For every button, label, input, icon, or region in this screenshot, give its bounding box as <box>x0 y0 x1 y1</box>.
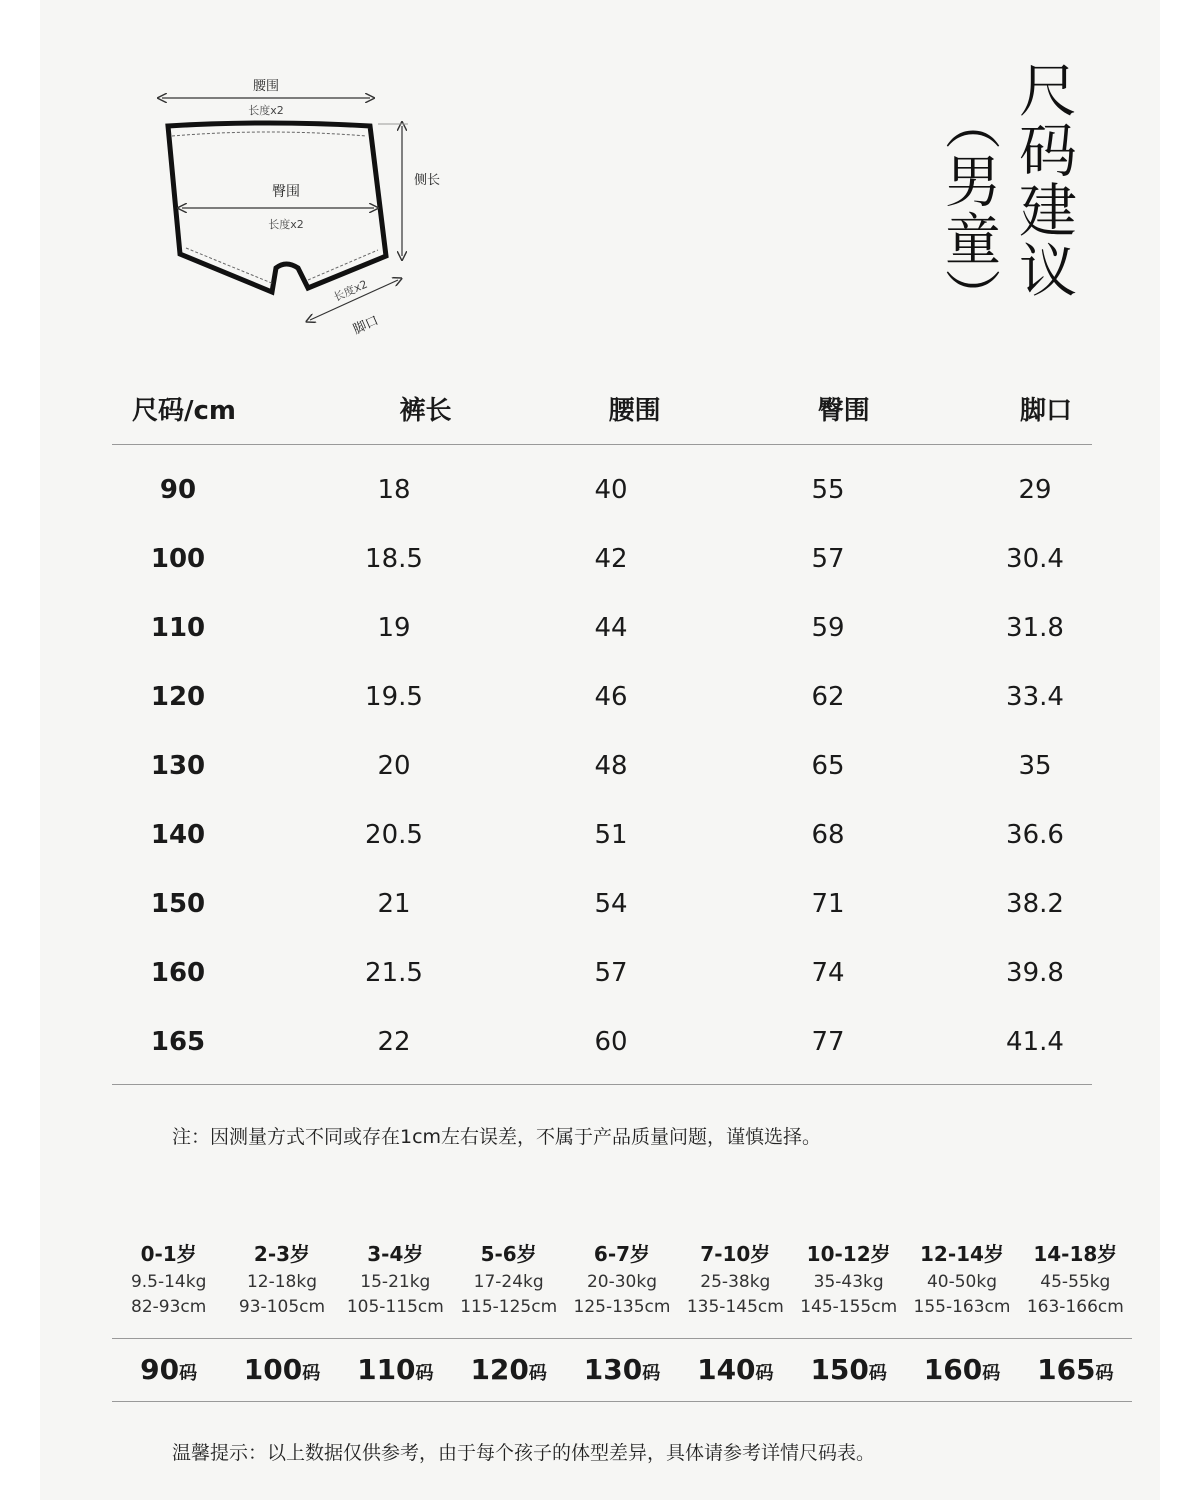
size-code-number: 130 <box>583 1353 643 1386</box>
size-code-number: 110 <box>357 1353 416 1386</box>
leg-cell: 30.4 <box>1006 543 1064 574</box>
age-weight: 25-38kg <box>700 1272 771 1292</box>
page-title <box>936 60 1077 326</box>
size-cell: 140 <box>150 819 206 850</box>
shorts-diagram <box>138 70 441 338</box>
waist-cell: 57 <box>594 957 628 988</box>
age-weight: 12-18kg <box>246 1272 318 1292</box>
side-label: 侧长 <box>414 173 441 188</box>
length-cell: 20.5 <box>365 819 423 850</box>
header-length: 裤长 <box>399 395 452 426</box>
size-guide-page <box>40 0 1160 1500</box>
leg-cell: 38.2 <box>1006 888 1064 919</box>
age-height: 163-166cm <box>1026 1297 1124 1317</box>
size-cell: 150 <box>150 888 206 919</box>
title-subtitle: （男童） <box>936 94 1001 326</box>
size-code-number: 90 <box>140 1353 180 1386</box>
table-header <box>112 372 1092 445</box>
size-cell: 160 <box>150 957 206 988</box>
size-code-unit: 码 <box>1095 1363 1114 1384</box>
age-weight: 17-24kg <box>473 1272 544 1292</box>
age-label: 10-12岁 <box>806 1242 891 1266</box>
size-code-number: 100 <box>243 1353 303 1386</box>
waist-cell: 54 <box>594 888 628 919</box>
age-weight-row <box>112 1270 1132 1295</box>
waist-cell: 46 <box>594 681 628 712</box>
size-code-number: 120 <box>470 1353 529 1386</box>
age-height: 105-115cm <box>346 1297 444 1317</box>
size-code-unit: 码 <box>755 1363 774 1384</box>
warm-tip: 温馨提示：以上数据仅供参考，由于每个孩子的体型差异，具体请参考详情尺码表。 <box>172 1442 876 1464</box>
age-label: 14-18岁 <box>1033 1242 1118 1266</box>
age-label: 6-7岁 <box>593 1242 651 1266</box>
age-height: 82-93cm <box>131 1297 207 1317</box>
age-height: 115-125cm <box>460 1297 558 1317</box>
size-code-unit: 码 <box>868 1363 887 1384</box>
table-body <box>112 445 1092 1085</box>
size-code-unit: 码 <box>528 1363 547 1384</box>
waist-cell: 48 <box>594 750 628 781</box>
size-cell: 130 <box>150 750 206 781</box>
size-code <box>905 1339 1018 1405</box>
leg-cell: 29 <box>1018 474 1052 505</box>
size-code-unit: 码 <box>415 1363 434 1384</box>
leg-cell: 41.4 <box>1006 1026 1064 1057</box>
measurement-note: 注：因测量方式不同或存在1cm左右误差，不属于产品质量问题，谨慎选择。 <box>172 1126 822 1148</box>
size-cell: 120 <box>150 681 206 712</box>
age-label: 0-1岁 <box>140 1242 197 1266</box>
table-row <box>112 731 1092 800</box>
hip-note: 长度x2 <box>268 218 304 231</box>
size-table <box>112 372 1092 1085</box>
leg-label: 脚口 <box>351 313 381 338</box>
size-cell: 165 <box>150 1026 206 1057</box>
age-height: 145-155cm <box>800 1297 898 1317</box>
waist-cell: 60 <box>594 1026 628 1057</box>
age-height: 135-145cm <box>686 1297 784 1317</box>
age-label: 12-14岁 <box>920 1242 1004 1266</box>
age-weight: 45-55kg <box>1040 1272 1111 1292</box>
size-code-unit: 码 <box>642 1363 661 1384</box>
leg-cell: 31.8 <box>1006 612 1064 643</box>
hip-cell: 74 <box>811 957 845 988</box>
age-height: 155-163cm <box>913 1297 1011 1317</box>
table-row <box>112 938 1092 1007</box>
header-leg: 脚口 <box>1019 395 1072 426</box>
age-height: 93-105cm <box>238 1297 326 1317</box>
size-code-unit: 码 <box>302 1363 321 1384</box>
size-code-unit: 码 <box>982 1363 1001 1384</box>
hip-label: 臀围 <box>272 184 300 200</box>
hip-cell: 62 <box>811 681 845 712</box>
length-cell: 21.5 <box>365 957 423 988</box>
waist-cell: 40 <box>594 474 628 505</box>
header-hip: 臀围 <box>817 395 870 426</box>
waist-cell: 42 <box>594 543 628 574</box>
size-code <box>565 1339 678 1405</box>
size-code-number: 160 <box>923 1353 983 1386</box>
size-code <box>679 1339 792 1405</box>
size-cell: 110 <box>150 612 206 643</box>
hip-cell: 55 <box>811 474 845 505</box>
size-code-number: 150 <box>810 1353 869 1386</box>
header-waist: 腰围 <box>608 395 661 426</box>
leg-cell: 36.6 <box>1006 819 1064 850</box>
hip-cell: 71 <box>811 888 845 919</box>
hip-cell: 68 <box>811 819 845 850</box>
age-label: 2-3岁 <box>253 1242 311 1266</box>
waist-cell: 51 <box>594 819 628 850</box>
length-cell: 18.5 <box>365 543 423 574</box>
table-row <box>112 524 1092 593</box>
size-code <box>792 1339 905 1405</box>
age-weight: 9.5-14kg <box>130 1272 207 1292</box>
size-code-number: 165 <box>1037 1353 1096 1386</box>
length-cell: 22 <box>377 1026 411 1057</box>
size-code-row <box>112 1339 1132 1401</box>
size-code-unit: 码 <box>179 1363 198 1384</box>
size-code <box>452 1339 565 1405</box>
header-size: 尺码/cm <box>132 395 237 426</box>
age-label: 3-4岁 <box>367 1242 424 1266</box>
waist-cell: 44 <box>594 612 628 643</box>
age-height-row <box>112 1295 1132 1320</box>
size-cell: 100 <box>150 543 206 574</box>
age-weight: 20-30kg <box>586 1272 658 1292</box>
leg-cell: 39.8 <box>1006 957 1064 988</box>
title-main: 尺码建议 <box>1009 60 1077 300</box>
age-label: 7-10岁 <box>700 1242 771 1266</box>
age-weight: 35-43kg <box>813 1272 884 1292</box>
size-code <box>339 1339 452 1405</box>
leg-note: 长度x2 <box>331 277 370 304</box>
length-cell: 18 <box>377 474 411 505</box>
table-row <box>112 869 1092 938</box>
leg-cell: 35 <box>1018 750 1052 781</box>
hip-cell: 77 <box>811 1026 845 1057</box>
age-label-row <box>112 1238 1132 1270</box>
leg-cell: 33.4 <box>1006 681 1064 712</box>
size-code <box>225 1339 338 1405</box>
table-row <box>112 455 1092 524</box>
table-row <box>112 662 1092 731</box>
length-cell: 19.5 <box>365 681 423 712</box>
age-weight: 15-21kg <box>360 1272 431 1292</box>
size-cell: 90 <box>159 474 197 505</box>
length-cell: 19 <box>377 612 411 643</box>
table-row <box>112 593 1092 662</box>
waist-note: 长度x2 <box>248 104 284 117</box>
waist-label: 腰围 <box>252 79 280 94</box>
size-code <box>112 1339 225 1405</box>
hip-cell: 57 <box>811 543 845 574</box>
age-height: 125-135cm <box>573 1297 671 1317</box>
length-cell: 20 <box>377 750 411 781</box>
hip-cell: 59 <box>811 612 845 643</box>
table-row <box>112 800 1092 869</box>
size-code <box>1019 1339 1132 1405</box>
length-cell: 21 <box>377 888 411 919</box>
age-weight: 40-50kg <box>926 1272 998 1292</box>
age-reference <box>112 1238 1132 1402</box>
age-label: 5-6岁 <box>480 1242 537 1266</box>
size-code-number: 140 <box>697 1353 756 1386</box>
hip-cell: 65 <box>811 750 845 781</box>
table-row <box>112 1007 1092 1076</box>
